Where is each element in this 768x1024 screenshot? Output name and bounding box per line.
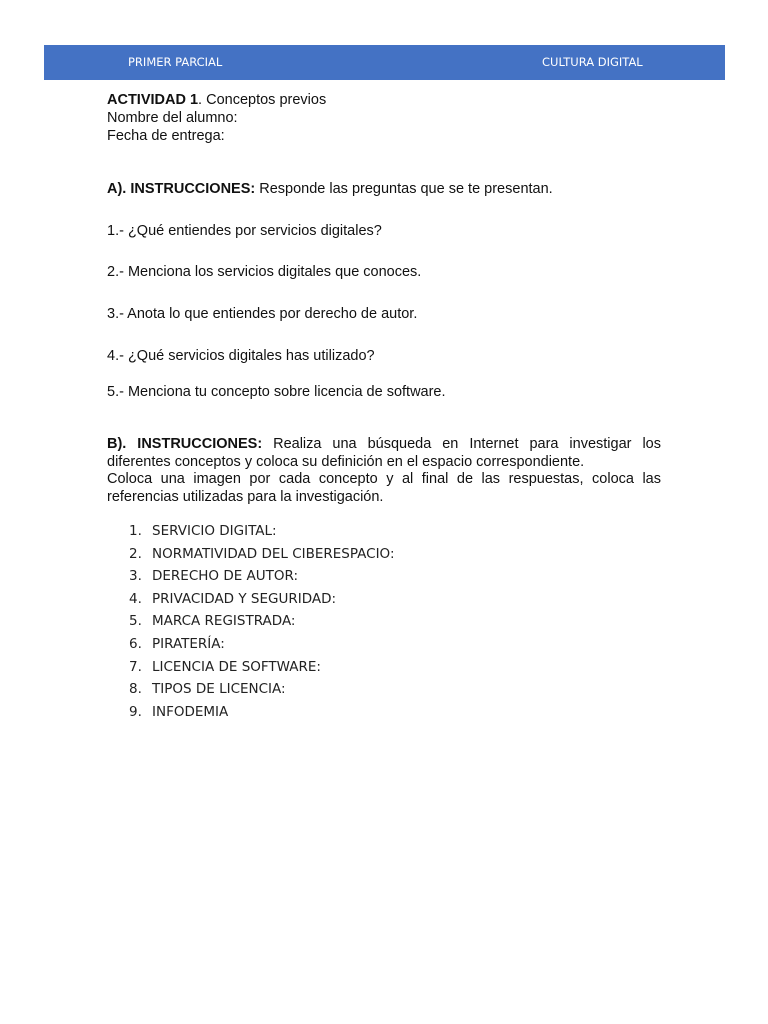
concept-number: 4.: [129, 590, 142, 607]
student-name-label: Nombre del alumno:: [107, 110, 238, 126]
section-a-heading: [107, 180, 553, 198]
concept-number: 8.: [129, 681, 142, 698]
activity-title-rest: . Conceptos previos: [198, 92, 327, 108]
concept-list: [107, 520, 395, 723]
concept-item: [107, 520, 395, 543]
section-b-paragraph-2: Coloca una imagen por cada concepto y al final de las respuestas, coloca las referencias utilizadas para la investigación.: [107, 471, 661, 505]
activity-title-bold: ACTIVIDAD 1: [107, 92, 199, 108]
concept-label: INFODEMIA: [152, 703, 229, 720]
concept-number: 9.: [129, 703, 142, 720]
header-course-label: CULTURA DIGITAL: [542, 55, 643, 69]
delivery-date-label: Fecha de entrega:: [107, 128, 225, 144]
concept-item: [107, 588, 395, 611]
concept-label: MARCA REGISTRADA:: [152, 613, 296, 630]
document-body: [107, 91, 661, 720]
concept-label: NORMATIVIDAD DEL CIBERESPACIO:: [152, 545, 395, 562]
question-1: 1.- ¿Qué entiendes por servicios digitales?: [107, 223, 382, 239]
concept-label: TIPOS DE LICENCIA:: [152, 681, 286, 698]
concept-item: [107, 678, 395, 701]
concept-label: LICENCIA DE SOFTWARE:: [152, 658, 321, 675]
concept-number: 2.: [129, 545, 142, 562]
section-b-instructions: [107, 436, 661, 506]
concept-label: DERECHO DE AUTOR:: [152, 568, 299, 585]
concept-item: [107, 565, 395, 588]
document-header-bar: [44, 45, 725, 80]
concept-number: 5.: [129, 613, 142, 630]
concept-item: [107, 656, 395, 679]
concept-item: [107, 610, 395, 633]
concept-label: PIRATERÍA:: [152, 635, 225, 652]
concept-number: 3.: [129, 568, 142, 585]
concept-item: [107, 633, 395, 656]
section-a-heading-bold: A). INSTRUCCIONES:: [107, 181, 256, 197]
concept-item: [107, 543, 395, 566]
section-b-heading-bold: B). INSTRUCCIONES:: [107, 436, 263, 452]
activity-title: [107, 91, 661, 109]
header-partial-label: PRIMER PARCIAL: [128, 55, 223, 69]
concept-item: [107, 701, 395, 724]
question-2: 2.- Menciona los servicios digitales que conoces.: [107, 264, 422, 280]
concept-label: PRIVACIDAD Y SEGURIDAD:: [152, 590, 337, 607]
section-b-heading-rest: Realiza una búsqueda en Internet para investigar los diferentes conceptos y coloca su definición en el espacio correspondiente.: [107, 436, 661, 470]
question-5: 5.- Menciona tu concepto sobre licencia de software.: [107, 384, 446, 400]
question-3: 3.- Anota lo que entiendes por derecho de autor.: [107, 306, 418, 322]
section-a-heading-rest: Responde las preguntas que se te presentan.: [255, 181, 553, 197]
concept-label: SERVICIO DIGITAL:: [152, 523, 277, 539]
question-4: 4.- ¿Qué servicios digitales has utilizado?: [107, 348, 375, 364]
concept-number: 1.: [129, 523, 142, 539]
concept-number: 7.: [129, 658, 142, 675]
concept-number: 6.: [129, 635, 142, 652]
